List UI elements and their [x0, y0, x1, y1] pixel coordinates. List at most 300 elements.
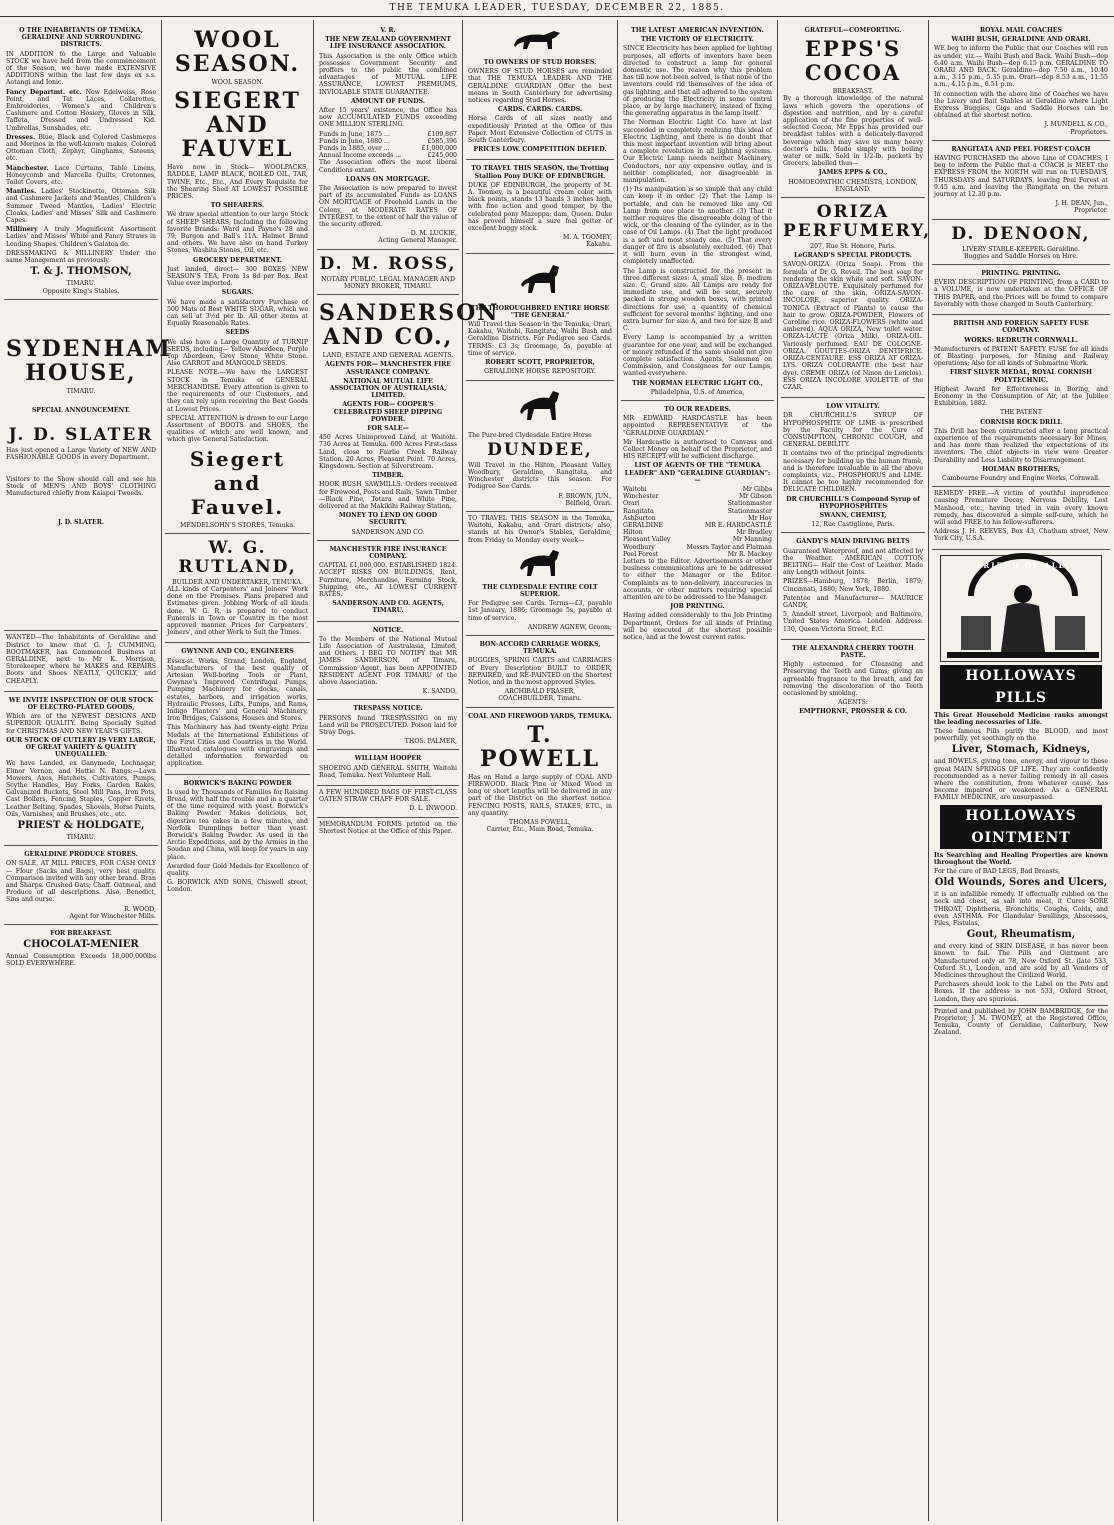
palmer-name: THOS. PALMER,	[404, 738, 457, 746]
epps-sub-2: HOMOEOPATHIC CHEMISTS, LONDON, ENGLAND.	[788, 178, 918, 193]
hardcastle-heading: MR EDWARD HARDCASTLE has been appointed REPRESENTATIVE of the "GERALDINE GUARDIAN."	[623, 415, 772, 437]
prices-heading: PRICES LOW. COMPETITION DEFIED.	[473, 146, 607, 154]
landed-body: We have Landed, ex Ganymede, Lochnagar, Elinor Vernon, and Hattie N. Bangs:—Lawn Mowers, Axes, Hatchets, Cultivators, Pumps, Scythe Handles, Hay Forks, Garden Rakes, Galvanized Buckets, Steel Mill Pans, Iron Pots, Cast Boilers, Fencing Staples, Copper Rivets, Leather Belting, Spades, Shovels, Horse Paints, Oils, Varnishes, and Brushes, etc., etc.	[6, 760, 156, 818]
dressmaking-note: DRESSMAKING & MILLINERY Under the same Management as previously.	[6, 249, 156, 265]
column-4	[466, 22, 614, 1521]
fire-heading: MANCHESTER FIRE INSURANCE COMPANY.	[329, 545, 447, 560]
swann-address: 12, Rue Castiglione, Paris.	[811, 521, 895, 529]
dundee-advert	[466, 381, 614, 512]
friend-of-all-illustration	[940, 555, 1102, 662]
notice-advert	[317, 622, 459, 701]
remedy-body: REMEDY FREE.—A victim of youthful imprudence causing Premature Decay, Nervous Debility, Lost Manhood, etc., having tried in vain every known remedy, has discovered a simple self-cure, which he will send FREE to his fellow-sufferers.	[934, 490, 1108, 526]
funds-row-value: £1,000,000	[421, 145, 457, 153]
agent-name: Mr Manning	[732, 536, 772, 544]
funds-row-label: Funds in 1885, over ...	[319, 145, 390, 153]
agent-place: Hilton	[623, 529, 643, 537]
holman-sub: Cambourne Foundry and Engine Works, Cornwall.	[941, 474, 1100, 482]
rangitata-advert	[932, 141, 1110, 220]
denoon-sub: LIVERY STABLE-KEEPER. Geraldine.	[962, 245, 1080, 253]
loans-body: The Association is now prepared to invest part of its accumulated Funds as LOANS ON MORTGAGE of Freehold Lands in the Colony, at MODERATE RATES OF INTEREST, to the extent of half the value of the security offered.	[319, 185, 457, 229]
epps-body: By a thorough knowledge of the natural laws which govern the operations of digestion and nutrition, and by a careful application of the fine properties of well-selected Cocoa, Mr Epps has provided our breakfast tables with a delicately-flavored beverage which may save us many heavy doctor's bills. Made simply with boiling water or milk. Sold in 1/2-lb. packets by Grocers, labelled thus—	[783, 95, 923, 168]
fraser-sub: COACHBUILDER, Timaru.	[498, 695, 582, 703]
carriage-advert	[466, 636, 614, 708]
sanderson-advert	[317, 295, 500, 541]
printing-heading: PRINTING. PRINTING.	[981, 270, 1061, 278]
agent-row	[623, 493, 772, 500]
masthead: THE TEMUKA LEADER, TUESDAY, DECEMBER 22, 1885.	[0, 0, 1114, 17]
millinery-text: A truly Magnificent Assortment Ladies' and Misses' White and Fancy Straws in Leading Shapes. Children's Galatea do.	[6, 226, 157, 248]
swann-name: SWANN, CHEMIST,	[819, 511, 887, 519]
mantles-label: Mantles.	[6, 188, 37, 196]
travel-body: TO TRAVEL THIS SEASON in the Temuka, Waitohi, Kakahu, and Orari districts; also, stands at his Owner's Stables, Geraldine, from Friday to Monday every week—	[468, 514, 612, 544]
column-2	[165, 22, 310, 1521]
column-7	[932, 22, 1110, 1521]
coal-heading: COAL AND FIREWOOD YARDS, TEMUKA.	[468, 712, 612, 720]
sanderson-agents: SANDERSON AND CO. AGENTS, TIMARU.	[332, 600, 444, 615]
gandy-advert	[781, 533, 925, 639]
vr-emblem: V. R.	[380, 27, 396, 34]
horse-icon	[515, 259, 565, 303]
agent-place: Ashburton	[623, 514, 656, 522]
denoon-body: Buggies and Saddle Horses on Hire.	[964, 252, 1078, 260]
hooper-body: SHOEING AND GENERAL SMITH, Waitohi Road, Temuka. Next Volunteer Hall.	[319, 764, 457, 779]
rutland-name: W. G. RUTLAND,	[178, 537, 297, 577]
menier-name: CHOCOLAT-MENIER	[23, 939, 139, 951]
holloway-pills-banner: HOLLOWAYS PILLS	[940, 665, 1102, 709]
funds-row	[319, 138, 457, 145]
cards-body: Horse Cards of all sizes neatly and expeditiously Printed at the Office of this Paper. Most Extensive Collection of CUTS in South Canterbury.	[468, 115, 612, 145]
general-heading: THE THOROUGHBRED ENTIRE HORSE "THE GENERAL"	[470, 304, 610, 319]
readers-heading: TO OUR READERS.	[664, 405, 731, 413]
agnew-name: ANDREW AGNEW, Groom;	[527, 623, 612, 631]
draper-body: IN ADDITION to the Large and Valuable STOCK we have held from the commencement of the Season, we have made EXTENSIVE ADDITIONS within the last few days ex s.s. Aotangi and Ionic.	[6, 50, 156, 87]
seeds-heading: SEEDS	[225, 329, 250, 337]
column-rule	[313, 20, 314, 1521]
trespass-body: PERSONS found TRESPASSING on my Land will be PROSECUTED. Poison laid for Stray Dogs.	[319, 714, 457, 737]
column-rule	[928, 20, 929, 1521]
borwick-medals: Awarded four Gold Medals for Excellence of quality.	[167, 862, 308, 878]
alexandra-body: Highly esteemed for Cleansing and Preserving the Teeth and Gums; giving an agreeable fragrance to the breath, and for removing the discoloration of the Teeth occasioned by smoking.	[783, 661, 923, 698]
letters-body: Letters to the Editor, Advertisements or other business communications are to be addressed to either the Manager or the Editor. Complaints as to non-delivery, inaccuracies in accounts, or other matters requiring special attention are to be addressed to the Manager.	[623, 558, 772, 602]
electric-body-4: Every Lamp is accompanied by a written guarantee for one year, and will be exchanged or money refunded if the same should not give complete satisfaction. Agents, Salesmen on Commission, and Consignees for our Lamps, wanted everywhere.	[623, 334, 772, 378]
draper-heading: O THE INHABITANTS OF TEMUKA, GERALDINE AND SURROUNDING DISTRICTS.	[19, 27, 143, 49]
readers-notice	[621, 401, 774, 647]
electric-body: SINCE Electricity has been applied for lighting purposes, all efforts of inventors have been directed to construct a lamp for general domestic use. The reason why this problem has till now not been solved, is that none of the inventors could rid themselves of the idea of gas lighting, and that all adhered to the system of producing the Electricity in some central place, or by large machinery, instead of fixing the generating apparatus in the lamp itself.	[623, 45, 772, 118]
pills-organs: Liver, Stomach, Kidneys,	[951, 744, 1091, 756]
ointment-cure: For the cure of BAD LEGS, Bad Breasts,	[934, 868, 1061, 876]
siegert-title: SIEGERT AND FAUVEL	[174, 88, 301, 163]
agent-place: Pleasant Valley	[623, 536, 671, 544]
borwick-name: BORWICK'S BAKING POWDER	[183, 779, 292, 787]
duke-advert	[466, 160, 614, 253]
slater-name: J. D. SLATER	[8, 425, 154, 446]
fancy-label: Fancy Departmt. etc.	[6, 88, 82, 96]
fuse-body: Manufacturers of PATENT SAFETY FUSE for all kinds of Blasting purposes, for Mining and Railway operations; Also for all kinds of Submarine Work.	[934, 345, 1108, 368]
epps-signature: JAMES EPPS & CO.,	[818, 169, 888, 177]
funds-note: The Association offers the most liberal Conditions extant.	[319, 159, 457, 174]
alexandra-heading: THE ALEXANDRA CHERRY TOOTH PASTE.	[792, 644, 914, 659]
electric-advert	[621, 22, 774, 401]
churchill-heading: DR CHURCHILL'S SYRUP OF HYPOPHOSPHITE OF LIME is prescribed by the Faculty for the Cure of CONSUMPTION, CHRONIC COUGH, and GENERAL DEBILITY.	[783, 412, 923, 449]
forsale-heading: FOR SALE—	[367, 424, 409, 432]
mundell-name: J. MUNDELL & CO.,	[1044, 121, 1108, 129]
agent-name: Stationmaster	[727, 500, 772, 508]
siegert-body: Have now in Stock— WOOLPACKS, RADDLE, LAMP BLACK, BOILED OIL, TAR, TWINE, Etc., Etc., And Every Requisite for the Shearing Shed AT LOWEST POSSIBLE PRICES.	[167, 164, 308, 201]
luckie-name: D. M. LUCKIE,	[410, 230, 457, 238]
brown-name: F. BROWN, JUN.,	[558, 492, 612, 500]
govt-insurance-advert	[317, 22, 459, 250]
duke-body: DUKE OF EDINBURGH, the property of M. A. Toomey, is a beautiful cream color, with black points, stands 13 hands 3 inches high, with fine action and good temper, by the celebrated pony Mazeppa; dam, Queen. Duke has proved himself a sure foal getter of excellent buggy stock.	[468, 181, 612, 233]
funds-row-label: Funds in June, 1880 ...	[319, 137, 390, 145]
mendelsohn-stores: MENDELSOHN'S STORES, Temuka.	[179, 521, 295, 529]
dundee-name: DUNDEE,	[487, 439, 593, 460]
patent-label: THE PATENT	[1000, 409, 1042, 417]
powell-advert	[466, 708, 614, 838]
printing-body: EVERY DESCRIPTION OF PRINTING, from a CARD to a VOLUME, is now undertaken at the OFFICE OF THIS PAPER, and the Prices will be found to compare favorably with those charged in South Canterbury.	[934, 279, 1108, 308]
epps-advert	[781, 22, 925, 198]
electric-body-3: The Lamp is constructed for the present in three different sizes: A, small size. B, medium size. C, Grand size. All Lamps are ready for immediate use, and will be sent, securely packed in strong wooden boxes, with printed directions for use, a quantity of chemical sufficient for several months' lighting, and one extra burner for size A, and two for size B and C.	[623, 267, 772, 333]
agent-place: Waitohi	[623, 485, 647, 493]
trespass-heading: TRESPASS NOTICE.	[353, 705, 423, 713]
oriza-advert	[781, 198, 932, 398]
jobprint-heading: JOB PRINTING.	[670, 603, 725, 611]
money-heading: MONEY TO LEND ON GOOD SECURITY.	[338, 512, 438, 527]
scott-name: ROBERT SCOTT, PROPRIETOR,	[485, 359, 595, 367]
stud-advert	[466, 22, 614, 160]
agent-name: Stationmaster	[727, 507, 772, 515]
mundell-sub: Proprietors.	[1070, 128, 1108, 136]
siegert-signature: Siegert and Fauvel.	[189, 446, 286, 519]
epps-sub: BREAKFAST.	[832, 88, 874, 96]
carriage-body: BUGGIES, SPRING CARTS and CARRIAGES of Every Description BUILT to ORDER, REPAIRED, and RE-PAINTED on the Shortest Notice, and in the most approved Styles.	[468, 657, 612, 686]
thomson-name: T. & J. THOMSON,	[30, 266, 132, 278]
priest-name: PRIEST & HOLDGATE,	[17, 820, 145, 831]
wool-title: WOOL SEASON.	[174, 27, 301, 77]
stud-heading: TO OWNERS OF STUD HORSES.	[483, 59, 597, 66]
agent-place: Winchester	[623, 493, 659, 501]
churchill-advert	[781, 398, 925, 533]
column-rule	[462, 20, 463, 1521]
sando-name: K. SANDO,	[422, 688, 457, 696]
rutland-sub: BUILDER AND UNDERTAKER, TEMUKA.	[172, 578, 303, 586]
norman-name: THE NORMAN ELECTRIC LIGHT CO.,	[632, 379, 763, 387]
agent-name: MR E. HARDCASTLE	[704, 522, 772, 529]
dundee-lead: The Pure-bred Clydesdale Entire Horse	[468, 431, 592, 439]
wood-name: R. WOOD,	[124, 905, 156, 913]
sanderson-title: SANDERSON AND CO.,	[319, 300, 500, 351]
powell-body: Has on Hand a large supply of COAL AND FIREWOOD. Black Pine or Mixed Wood in long or short lengths will be delivered in any part of the District on the shortest notice. FENCING POSTS, RAILS, STAKES, ETC., in any quantity.	[468, 773, 612, 817]
fancy-text: New Edelweiss, Rose Point, and Tat Laces, Collarettes, Embroideries, Women's and Children's Cashmere and Cotton Hosiery, Gloves in Silk, Taffeta, Dressed and Undressed Kid. Umbrellas, Sunshades, etc.	[6, 88, 157, 132]
dean-name: J. H. DEAN, Jun.,	[1055, 200, 1108, 208]
gandy-body: Guaranteed Waterproof, and not affected by the Weather. AMERICAN COTTON BELTING— Half the Cost of Leather. Made any Length without Joints.	[783, 547, 923, 577]
mail-coach-advert	[932, 22, 1110, 141]
horse-icon	[515, 546, 565, 582]
dresses-text: Blue, Black and Colored Cashmeres and Merinos in the well-known makes, Colored Ottoman Cloth, Zephyr, Ginghams, Sateens, etc.	[6, 133, 157, 163]
agent-name: Mr Gibson	[738, 493, 772, 501]
sugars-body: We have made a satisfactory Purchase of 500 Mats of Best WHITE SUGAR, which we can sell at 3½d per lb. All other items at Equally Reasonable Rates.	[167, 298, 308, 328]
menier-advert	[4, 925, 158, 974]
oriza-body: SAVON-ORIZA (Oriza Soap). From the formula of Dr O. Reveil. The best soap for rendering the skin white and soft. SAVON-ORIZA-VELOUTE. Exquisitely perfumed for the care of the skin. ORIZA-SAVON-INCOLORE, superior quality. ORIZA-TONICA (Extract of Plants) to cause the hair to grow. ORIZA-POWDER, Flowers of Caroline rice. ORIZA-FLOWERS (white and ambered). AQUA ORIZA, New toilet water. ORIZA-LACTE (Oriza Milk). ORIZA-OIL. Variously perfumed. EAU DE COLOGNE-ORIZA. GOUTTES-ORIZA DENTIFRICE. ORIZA-CENTAURE. ESS ORIZA AT ORIZA-LYS. ORIZA COLORANTE (the best hair dye). CREME ORIZA (of Ninon de Lenclos). ESS ORIZA INCOLORE VIOLETTE of the CZAR.	[783, 261, 923, 391]
priest-advert	[4, 692, 158, 846]
hardcastle-body: Mr Hardcastle is authorised to Canvass and Collect Money on behalf of the Proprietor, and HIS RECEIPT will be sufficient discharge.	[623, 438, 772, 461]
powell-name: T. POWELL	[479, 721, 601, 772]
mail-note: In connection with the above line of Coaches we have the Livery and Bait Stables at Geraldine where Light Express Buggies, Gigs and Saddle Horses can be obtained at the shortest notice.	[934, 90, 1108, 120]
sydenham-place: TIMARU.	[66, 387, 96, 395]
agent-name: Mr R. Mackey	[727, 550, 772, 558]
priest-place: TIMARU.	[66, 834, 96, 841]
slater-visitors: Visitors to the Show should call and see his Stock of MEN'S AND BOYS' CLOTHING Manufactured chiefly from Kaiapoi Tweeds.	[6, 475, 156, 497]
funds-row-value: £245,000	[427, 152, 457, 160]
funds-row-label: Annual Income exceeds ...	[319, 152, 402, 160]
printing-advert	[932, 265, 1110, 315]
general-advert	[466, 254, 614, 381]
inwood-name: D. L. INWOOD.	[409, 805, 457, 813]
stud-body: OWNERS OF STUD HORSES are reminded that THE TEMUKA LEADER AND THE GERALDINE GUARDIAN Offer the best means in South Canterbury for advertising notices regarding Stud Horses.	[468, 68, 612, 105]
loans-heading: LOANS ON MORTGAGE.	[345, 175, 431, 183]
shearers-body: We draw special attention to our large Stock of SHEEP SHEARS, Including the following favorite Brands: Ward and Payne's 28 and 79; Burgon and Ball's 11A. Helmet Brand and others. We have also on hand Turkey Stones, Washita Stones, Oil, etc.	[167, 211, 308, 255]
oriza-address: 207, Rue St. Honore, Paris.	[810, 243, 896, 251]
gout-heading: Gout, Rheumatism,	[966, 929, 1076, 941]
alexandra-agents: AGENTS:	[838, 699, 868, 707]
agents-3: AGENTS FOR— COOPER'S CELEBRATED SHEEP DIPPING POWDER.	[333, 401, 443, 423]
column-3	[317, 22, 500, 1521]
friend-badge-text: FRIEND OF ALL	[976, 560, 1066, 570]
agent-name: Mr Bradley	[736, 529, 772, 537]
old-wounds: Old Wounds, Sores and Ulcers,	[934, 877, 1108, 889]
special-announcement: SPECIAL ANNOUNCEMENT.	[31, 406, 131, 414]
brown-place: Belfield, Orari.	[565, 499, 612, 507]
notice-body: To the Members of the National Mutual Life Association of Australasia, Limited, and Others. I BEG TO NOTIFY that MR JAMES SANDERSON, of Timaru, Commission Agent, has been APPOINTED RESIDENT AGENT FOR TIMARU of the above Association.	[319, 635, 457, 687]
govt-heading: THE NEW ZEALAND GOVERNMENT LIFE INSURANCE ASSOCIATION.	[325, 36, 451, 51]
remedy-advert	[932, 487, 1110, 549]
sanderson-signature: SANDERSON AND CO.	[351, 528, 425, 536]
general-body: Will Travel this Season in the Temuka, Orari, Kakahu, Waitohi, Rangitata, Waihi Bush and Geraldine Districts. For Pedigree see Cards. TERMS: £3 3s; Groomage, 5s, payable at time of service.	[468, 321, 612, 357]
denoon-name: D. DENOON,	[951, 223, 1091, 244]
norman-place: Philadelphia, U.S. of America,	[650, 388, 745, 396]
agent-place: Peel Forest	[623, 550, 659, 558]
sydenham-advert	[4, 300, 172, 632]
agent-row	[623, 515, 772, 522]
timber-body: HOOK BUSH SAWMILLS. Orders received for Firewood, Posts and Rails, Sawn Timber—Black Pine, Totara and White Pine, delivered at the Makikihi Railway Station.	[319, 481, 457, 510]
borwick-signature: G. BORWICK AND SONS, Chiswell street, London.	[167, 879, 308, 894]
please-note: PLEASE NOTE.—We have the LARGEST STOCK in Temuka of GENERAL MERCHANDISE. Every attention is given to the requirements of our Customers, and they can rely upon receiving the Best Goods at Lowest Prices.	[167, 369, 308, 413]
funds-row-value: £585,396	[427, 137, 457, 145]
timber-heading: TIMBER.	[372, 472, 404, 480]
drill-heading: CORNISH ROCK DRILL	[980, 418, 1062, 426]
denoon-advert	[932, 220, 1110, 265]
toomey-name: M. A. TOOMEY,	[562, 234, 612, 242]
agent-place: Rangitata	[623, 507, 654, 515]
scott-sub: GERALDINE HORSE REPOSITORY.	[484, 368, 596, 376]
thomson-place: TIMARU.	[66, 280, 96, 288]
latest-heading: THE LATEST AMERICAN INVENTION.	[631, 27, 764, 34]
hooper-name: WILLIAM HOOPER	[354, 755, 422, 763]
medal-heading: FIRST SILVER MEDAL, ROYAL CORNISH POLYTECHNIC.	[949, 369, 1093, 384]
notice-heading: NOTICE.	[372, 626, 404, 634]
slater-signature: J. D. SLATER.	[57, 519, 105, 527]
oats-advert	[317, 786, 459, 818]
column-1	[4, 22, 172, 1521]
mail-body: WE beg to inform the Public that our Coaches will run as under, viz.— Waihi Bush and Back. Waihi Bush—dep 6.40 a.m. Waihi Bush—dep 6.15 p.m. GERALDINE TO ORARI AND BACK. Geraldine—dep 7.50 a.m., 10.40 a.m., 3.15 p.m., 5.35 p.m. Orari—dep 8.53 a.m., 11.55 a.m., 4.15 p.m., 6.51 p.m.	[934, 45, 1108, 89]
trespass-advert	[317, 700, 459, 750]
agent-row	[623, 486, 772, 493]
govt-body: This Association is the only Office which possesses Government Security and proffers to the public the combined advantages of MUTUAL LIFE ASSURANCE, LOWEST PREMIUMS, INVIOLABLE STATE GUARANTEE.	[319, 52, 457, 96]
holman-name: HOLMAN BROTHERS,	[982, 465, 1060, 473]
boots-attention: SPECIAL ATTENTION is drawn to our Large Assortment of BOOTS and SHOES, the qualities of which are well known, and which give General Satisfaction.	[167, 414, 308, 444]
horse-icon	[515, 386, 565, 430]
funds-row	[319, 152, 457, 159]
drill-body: This Drill has been constructed after a long practical experience of the requirements necessary for Mines, and has more than realized the expectations of its inventors. The chief objects in view were Greater Durability and Less Liability to Disarrangement.	[934, 427, 1108, 464]
ointment-heading: Its Searching and Healing Properties are known throughout the World.	[934, 851, 1108, 866]
millinery-label: Millinery	[6, 226, 38, 234]
grocery-body: Just landed, direct— 300 BOXES NEW SEASON'S TEA, From 1s 8d per Box. Best Value ever imported.	[167, 265, 308, 288]
funds-row-value: £109,867	[427, 130, 457, 138]
legrand-heading: LeGRAND'S SPECIAL PRODUCTS.	[794, 252, 912, 260]
agent-row	[623, 536, 772, 543]
imprint: Printed and published by JOHN BAMBRIDGE, for the Proprietor, J. M. TWOMEY, at the Registered Office, Temuka, County of Geraldine, Canterbury, New Zealand.	[934, 1005, 1108, 1037]
pills-heading: This Great Household Medicine ranks amongst the leading necessaries of Life.	[934, 711, 1108, 726]
cumming-advert	[4, 631, 158, 691]
hooper-advert	[317, 750, 459, 786]
agent-name: Mr Gibbs	[742, 485, 772, 493]
agent-name: Messrs Taylor and Flatman	[686, 543, 772, 551]
gandy-heading: GANDY'S MAIN DRIVING BELTS	[796, 538, 910, 546]
agent-row	[623, 522, 772, 529]
powell-signature: THOMAS POWELL,	[509, 819, 571, 826]
wool-sub: WOOL SEASON.	[211, 79, 264, 86]
cards-heading: CARDS. CARDS. CARDS.	[497, 106, 583, 114]
superior-advert	[466, 512, 614, 636]
cutlery-heading: OUR STOCK OF CUTLERY IS VERY LARGE, OF GREAT VARIETY & QUALITY UNEQUALLED.	[6, 736, 156, 759]
superior-heading: THE CLYDESDALE ENTIRE COLT SUPERIOR.	[482, 583, 598, 598]
toomey-place: Kakahu.	[586, 241, 612, 249]
funds-row	[319, 145, 457, 152]
agents-list	[623, 486, 772, 558]
memo-advert	[317, 818, 459, 841]
churchill-body: It contains two of the principal ingredients necessary for building up the human frame, and is therefore invaluable in all the above complaints, viz., PHOSPHORUS and LIME. It cannot be too highly recommended for DELICATE CHILDREN.	[783, 450, 923, 494]
agent-row	[623, 544, 772, 551]
produce-heading: GERALDINE PRODUCE STORES.	[24, 851, 138, 859]
cumming-body: WANTED—The Inhabitants of Geraldine and District to know that G. J. CUMMING, BOOTMAKER, has Commenced Business at GERALDINE, next to Mr K. Morrison, Storekeeper, where he MAKES and REPAIRS Boots and Shoes NEATLY, QUICKLY, and CHEAPLY.	[6, 634, 156, 685]
agents-heading: LIST OF AGENTS OF THE "TEMUKA LEADER" AND "GERALDINE GUARDIAN":—	[624, 462, 771, 484]
horse-icon	[510, 27, 570, 57]
fuse-advert	[932, 315, 1110, 487]
mantles-text: Ladies' Stockinette, Ottoman Silk and Cashmere Jackets and Mantles, Children's Summer Tweed Mantles, Ladies' Electric Cloaks, Ladies' and Misses' Silk and Cashmere Capes.	[6, 188, 156, 225]
rutland-advert	[165, 534, 310, 644]
duke-heading: TO TRAVEL THIS SEASON, the Trotting Stallion Pony DUKE OF EDINBURGH.	[471, 165, 609, 180]
column-5	[621, 22, 774, 1521]
dundee-body: Will Travel in the Hilton, Pleasant Valley, Woodbury, Geraldine, Rangitata, and Winchester districts this season. For Pedigree See Cards.	[468, 461, 612, 491]
ross-sub: NOTARY PUBLIC, LEGAL MANAGER AND MONEY BROKER, TIMARU.	[321, 275, 455, 290]
holloway-ointment-banner: HOLLOWAYS OINTMENT	[940, 805, 1102, 849]
figure-illustration	[941, 556, 1105, 660]
victory-heading: THE VICTORY OF ELECTRICITY.	[641, 36, 754, 44]
highest-award: Highest Award for Effectiveness in Boring, and Economy in the Consumption of Air, at the Jubilee Exhibition, 1882.	[934, 385, 1108, 408]
agent-name: Mr Hoy	[748, 514, 772, 522]
rangitata-body: HAVING PURCHASED the above Line of COACHES, I beg to inform the Public that a COACH is MEET the EXPRESS FROM the NORTH will run on TUESDAYS, THURSDAYS and SATURDAYS, leaving Peel Forest at 9.45 a.m. and leaving the Rangitata on the return journey at 12.30 p.m.	[934, 155, 1108, 199]
carriage-heading: BON-ACCORD CARRIAGE WORKS, TEMUKA.	[479, 640, 601, 656]
wood-sub: Agent for Winchester Mills.	[69, 912, 156, 920]
jobprint-body: Having added considerably to the Job Printing Department, Orders for all kinds of Printing will be executed at the shortest possible notice, and at the lowest current rates.	[623, 612, 772, 642]
column-rule	[777, 20, 778, 1521]
mail-sub: WAIHI BUSH, GERALDINE AND ORARI.	[951, 36, 1091, 44]
funds-row-label: Funds in June, 1875 ...	[319, 130, 390, 138]
fire-body: CAPITAL £1,000,000. ESTABLISHED 1824. ACCEPT RISKS ON BUILDINGS, Rent, Furniture, Merchandise, Farming Stock, Shipping, etc., AT LOWEST CURRENT RATES.	[319, 562, 457, 598]
manchester-label: Manchester.	[6, 164, 49, 172]
mail-heading: ROYAL MAIL COACHES	[980, 27, 1062, 34]
forsale-body: 450 Acres Unimproved Land, at Waitohi. 730 Acres at Temuka. 600 Acres First-class Land, close to Fairlie Creek Railway Station. 20 Acres, Pleasant Point. 70 Acres, Kingsdown. Section at Silverstream.	[319, 434, 457, 470]
invite-body: Which are of the NEWEST DESIGNS AND SUPERIOR QUALITY. Being Specially Suited for CHRISTMAS AND NEW YEAR'S GIFTS.	[6, 713, 156, 735]
produce-advert	[4, 846, 158, 925]
slater-body: Has just opened a Large Variety of NEW AND FASHIONABLE GOODS in every Department.	[6, 447, 156, 462]
fuse-works: WORKS: REDRUTH CORNWALL.	[964, 336, 1078, 344]
gwynne-advert	[165, 643, 310, 774]
empthorne-name: EMPTHORNE, PROSSER & CO.	[799, 708, 907, 716]
holloway-advert	[932, 550, 1110, 1043]
agents-2: NATIONAL MUTUAL LIFE ASSOCIATION OF AUSTRALASIA, LIMITED.	[329, 377, 447, 400]
funds-row	[319, 131, 457, 138]
agent-row	[623, 529, 772, 536]
dean-sub: Proprietor.	[1074, 207, 1108, 215]
oriza-title: ORIZA PERFUMERY,	[783, 202, 932, 242]
agent-row	[623, 500, 772, 507]
ointment-body: it is an infallible remedy. If effectually rubbed on the neck and chest, as salt into meat, it Cures SORE THROAT, Diphtheria, Bronchitis, Coughs, Colds, and even ASTHMA. For Glandular Swellings, Abscesses, Piles, Fistulas,	[934, 891, 1108, 928]
fire-advert	[317, 541, 459, 622]
funds-table	[319, 131, 457, 160]
fraser-name: ARCHIBALD FRASER,	[504, 688, 576, 696]
rangitata-heading: RANGITATA AND PEEL FOREST COACH	[951, 145, 1091, 153]
seeds-body: We also have a Large Quantity of TURNIP SEEDS, including— Yellow Aberdeen, Purple Top Aberdeen, Grey Stone, White Stone. Also CARROT and MANGOLD SEEDS.	[167, 338, 308, 368]
vitality-heading: LOW VITALITY.	[826, 403, 880, 411]
rutland-body: ALL kinds of Carpenters' and Joiners' Work done on the Premises. Plans prepared and Estimates given. Jobbing Work of all kinds done. W. G. R. is prepared to conduct Funerals in Town or Country in the most approved manner. Prices for Carpenters', Joiners', and other Work to Suit the Times.	[167, 585, 308, 637]
agent-place: GERALDINE	[623, 522, 664, 529]
gwynne-name: GWYNNE AND CO., ENGINEERS	[181, 648, 294, 656]
ointment-body-2: and every kind of SKIN DISEASE, it has never been known to fail. The Pills and Ointment are Manufactured only at 78, New Oxford St. (late 533, Oxford St.), London, and are sold by all Vendors of Medicines throughout the Civilized World.	[934, 943, 1108, 980]
ross-advert	[317, 250, 459, 295]
column-rule	[161, 20, 162, 1521]
funds-heading: AMOUNT OF FUNDS.	[351, 97, 425, 105]
churchill-compound: DR CHURCHILL'S Compound Syrup of HYPOPHOSPHITES	[786, 495, 920, 510]
siegert-advert	[165, 22, 310, 534]
agents-1: AGENTS FOR— MANCHESTER FIRE ASSURANCE COMPANY.	[325, 361, 451, 376]
column-rule	[617, 20, 618, 1521]
grocery-heading: GROCERY DEPARTMENT.	[193, 256, 282, 264]
borwick-advert	[165, 775, 310, 900]
shearers-heading: TO SHEARERS.	[210, 202, 265, 210]
alexandra-advert	[781, 640, 925, 722]
dresses-label: Dresses.	[6, 133, 36, 141]
superior-body: For Pedigree see Cards. Terms—£3, payable 1st January, 1886; Groomage 5s, payable at time of service.	[468, 600, 612, 622]
memo-body: MEMORANDUM FORMS printed on the Shortest Notice at the Office of this Paper.	[319, 820, 457, 835]
gwynne-body: Essex-st. Works, Strand, London, England, Manufacturers of the best quality of Artesian Well-boring Tools or Plant, Gwynne's Improved Centrifugal Pumps, Pumping Machinery for docks, canals, estates, harbors, and irrigation works, Hydraulic Presses, Lifts, Pumps, and Rams, Indigo Planters' and General Machinery, Iron Bridges, Caissons, Houses and Stores.	[167, 657, 308, 723]
oats-body: A FEW HUNDRED BAGS OF FIRST-CLASS OATEN STRAW CHAFF FOR SALE.	[319, 789, 457, 804]
manchester-text: Lace Curtains, Table Linens, Honeycomb and Marcella Quilts, Cretonnes, Toilet Covers, etc.	[6, 164, 156, 187]
agent-place: Orari	[623, 500, 640, 508]
pills-body: These famous Pills purify the BLOOD, and most powerfully, yet soothingly on the	[934, 727, 1108, 743]
electric-body-2: The Norman Electric Light Co. have at last succeeded in completely realizing this ideal of Electric Lighting, and there is no doubt that this most important invention will bring about a complete revolution in all lighting systems. Our Electric Lamp needs neither Machinery, Conductors, nor any expensive outlay, and is neither complicated, nor disagreeable in manipulation.	[623, 119, 772, 185]
sanderson-sub: LAND, ESTATE AND GENERAL AGENTS.	[322, 352, 454, 360]
agent-place: Woodbury	[623, 543, 655, 551]
pills-body-2: and BOWELS, giving tone, energy, and vigour to these great MAIN SPRINGS OF LIFE. They are confidently recommended as a never failing remedy in all cases where the constitution, from whatever cause, has become impaired or weakened. As a GENERAL FAMILY MEDICINE, are unsurpassed.	[934, 758, 1108, 802]
draper-advert	[4, 22, 158, 300]
gandy-prizes: PRIZES—Hamburg, 1878; Berlin, 1879; Cincinnati, 1880; New York, 1880.	[783, 578, 923, 593]
gandy-manufacturer: Patentee and Manufacturer— MAURICE GANDY,	[783, 594, 923, 609]
gandy-address: 5, Anndell street, Liverpool; and Baltimore, United States America. London Address: 130, Queen Victoria Street, E.C.	[783, 611, 923, 633]
produce-body: ON SALE, AT MILL PRICES, FOR CASH ONLY— Flour (Sacks and Bags), very best quality. Comparison invited with any other brand. Bran and Sharps. Crushed Oats; Chaff. Oatmeal, and Produce of all descriptions. Also, Benedict, Sins and ourse.	[6, 860, 156, 904]
sydenham-title: SYDENHAM HOUSE,	[6, 335, 172, 386]
agent-row	[623, 508, 772, 515]
sugars-heading: SUGARS.	[221, 289, 254, 297]
